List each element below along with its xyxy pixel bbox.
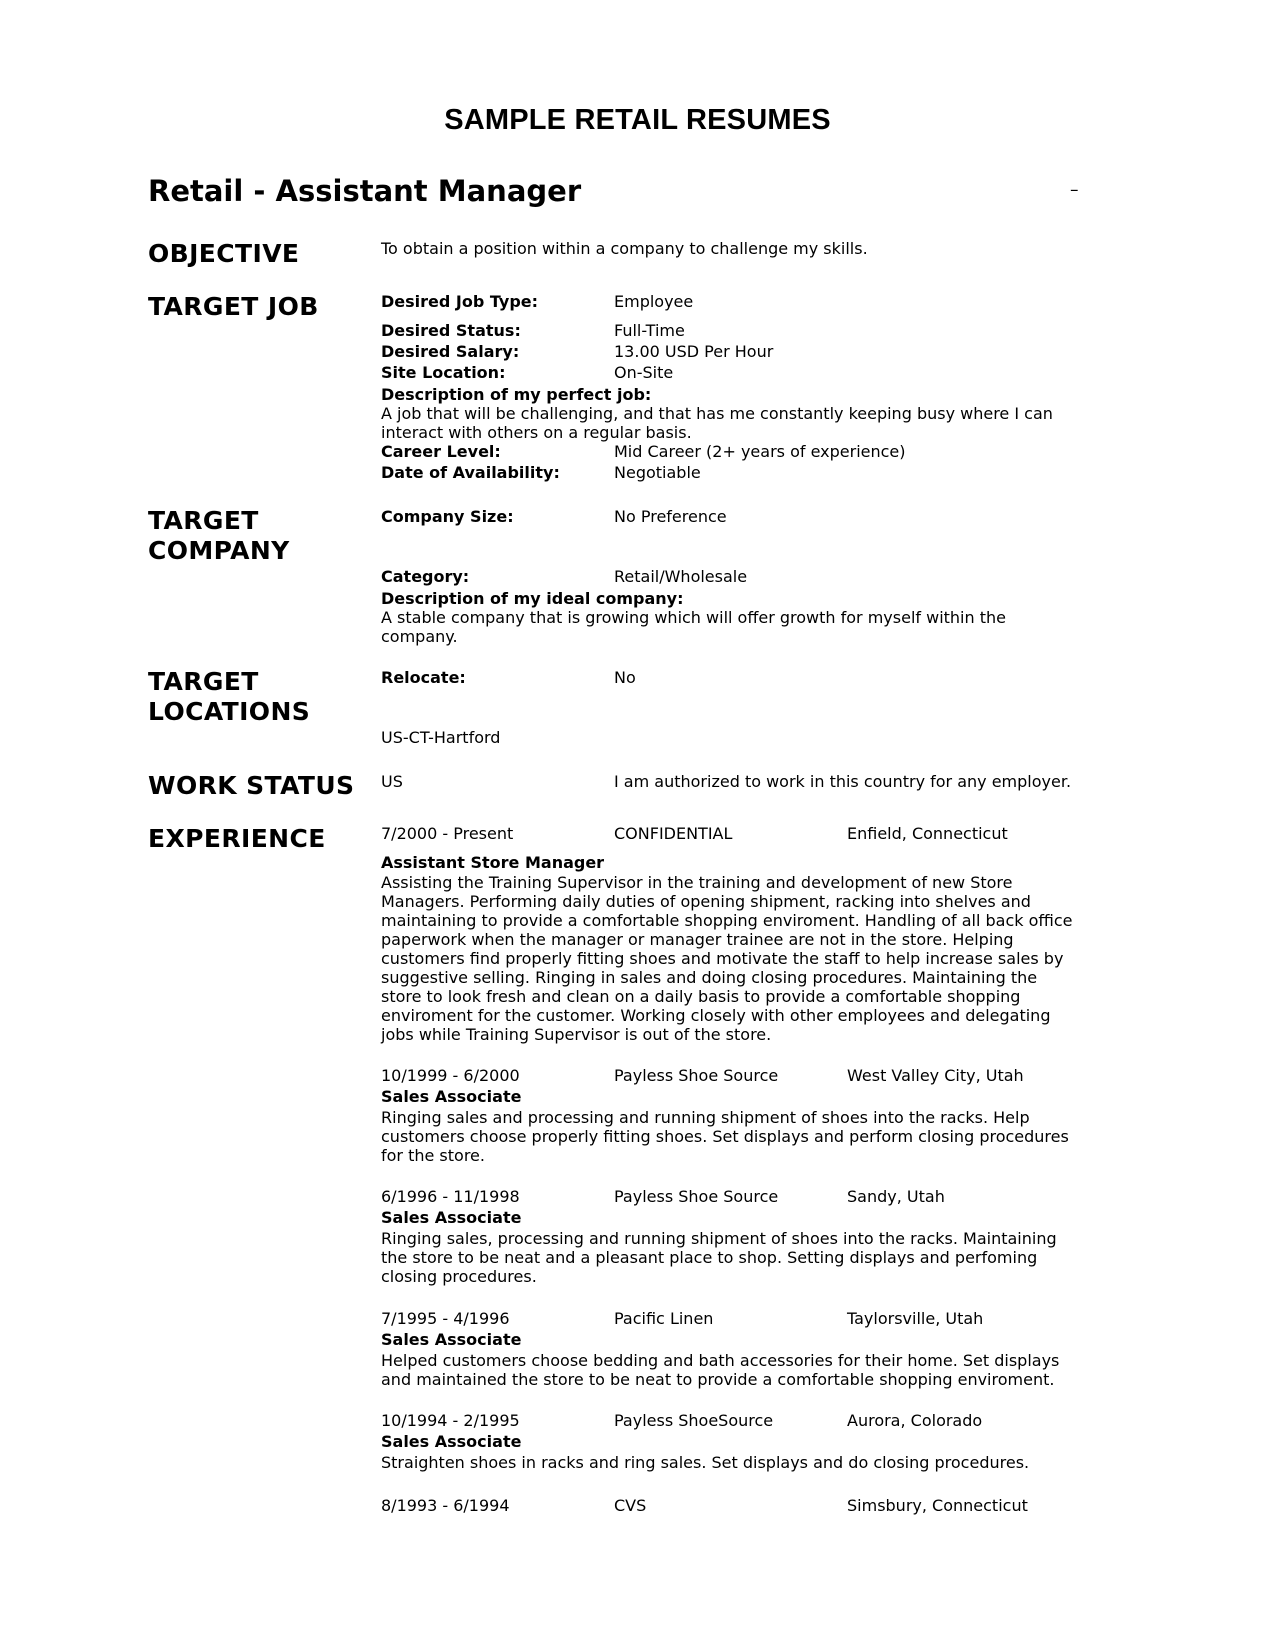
job-dates: 8/1993 - 6/1994 bbox=[381, 1496, 510, 1515]
job-location: West Valley City, Utah bbox=[847, 1066, 1024, 1085]
career-level-value: Mid Career (2+ years of experience) bbox=[614, 442, 906, 461]
site-location-label: Site Location: bbox=[381, 363, 506, 382]
job-title: Sales Associate bbox=[381, 1208, 522, 1227]
section-heading-work-status: WORK STATUS bbox=[148, 771, 355, 800]
job-dates: 6/1996 - 11/1998 bbox=[381, 1187, 520, 1206]
objective-text: To obtain a position within a company to challenge my skills. bbox=[381, 239, 868, 258]
job-title: Sales Associate bbox=[381, 1087, 522, 1106]
job-title: Sales Associate bbox=[381, 1432, 522, 1451]
company-size-label: Company Size: bbox=[381, 507, 514, 526]
section-heading-target-locations bbox=[148, 667, 310, 727]
document-title: SAMPLE RETAIL RESUMES bbox=[444, 104, 831, 136]
job-description: Ringing sales, processing and running shipment of shoes into the racks. Maintaining the store to be neat and a pleasant place to shop. Setting displays and perfoming closing procedures. bbox=[381, 1229, 1057, 1286]
perfect-job-label: Description of my perfect job: bbox=[381, 385, 652, 404]
ideal-company-line-2: company. bbox=[381, 627, 458, 646]
career-level-label: Career Level: bbox=[381, 442, 501, 461]
job-description: Helped customers choose bedding and bath accessories for their home. Set displays and maintained the store to be neat to provide a comfortable shopping enviroment. bbox=[381, 1351, 1060, 1389]
job-location: Simsbury, Connecticut bbox=[847, 1496, 1028, 1515]
job-title: Assistant Store Manager bbox=[381, 853, 605, 872]
job-company: Pacific Linen bbox=[614, 1309, 714, 1328]
relocate-value: No bbox=[614, 668, 636, 687]
job-location: Taylorsville, Utah bbox=[847, 1309, 984, 1328]
job-company: Payless ShoeSource bbox=[614, 1411, 774, 1430]
desired-salary-value: 13.00 USD Per Hour bbox=[614, 342, 774, 361]
category-label: Category: bbox=[381, 567, 470, 586]
desired-status-value: Full-Time bbox=[614, 321, 685, 340]
desired-job-type-value: Employee bbox=[614, 292, 694, 311]
job-dates: 7/2000 - Present bbox=[381, 824, 514, 843]
heading-line: TARGET bbox=[148, 506, 259, 535]
target-location: US-CT-Hartford bbox=[381, 728, 501, 747]
job-location: Enfield, Connecticut bbox=[847, 824, 1008, 843]
job-location: Sandy, Utah bbox=[847, 1187, 945, 1206]
ideal-company-label: Description of my ideal company: bbox=[381, 589, 684, 608]
job-description: Straighten shoes in racks and ring sales. Set displays and do closing procedures. bbox=[381, 1453, 1030, 1472]
heading-line: LOCATIONS bbox=[148, 697, 311, 726]
desired-salary-label: Desired Salary: bbox=[381, 342, 520, 361]
job-description: Ringing sales and processing and running shipment of shoes into the racks. Help customers choose properly fitting shoes. Set displays and perform closing procedures for the store. bbox=[381, 1108, 1069, 1165]
perfect-job-line-1: A job that will be challenging, and that has me constantly keeping busy where I can bbox=[381, 404, 1053, 423]
job-description: Assisting the Training Supervisor in the training and development of new Store Managers. Performing daily duties of opening shipment, racking into shelves and maintaining to provide a comfortable shopping enviroment. Handling of all back office paperwork when the manager or manager trainee are not in the store. Helping customers find properly fitting shoes and motivate the staff to help increase sales by suggestive selling. Ringing in sales and doing closing procedures. Maintaining the store to look fresh and clean on a daily basis to provide a comfortable shopping enviroment for the customer. Working closely with other employees and delegating jobs while Training Supervisor is out of the store. bbox=[381, 873, 1073, 1044]
job-dates: 10/1994 - 2/1995 bbox=[381, 1411, 520, 1430]
section-heading-target-company bbox=[148, 506, 290, 566]
ideal-company-line-1: A stable company that is growing which will offer growth for myself within the bbox=[381, 608, 1006, 627]
resume-title: Retail - Assistant Manager bbox=[148, 174, 582, 208]
job-dates: 10/1999 - 6/2000 bbox=[381, 1066, 520, 1085]
desired-status-label: Desired Status: bbox=[381, 321, 521, 340]
job-dates: 7/1995 - 4/1996 bbox=[381, 1309, 510, 1328]
site-location-value: On-Site bbox=[614, 363, 674, 382]
job-company: CONFIDENTIAL bbox=[614, 824, 733, 843]
work-status-text: I am authorized to work in this country for any employer. bbox=[614, 772, 1072, 791]
section-heading-experience: EXPERIENCE bbox=[148, 824, 326, 853]
job-title: Sales Associate bbox=[381, 1330, 522, 1349]
desired-job-type-label: Desired Job Type: bbox=[381, 292, 539, 311]
job-company: Payless Shoe Source bbox=[614, 1066, 779, 1085]
perfect-job-line-2: interact with others on a regular basis. bbox=[381, 423, 692, 442]
work-status-country: US bbox=[381, 772, 403, 791]
section-heading-target-job: TARGET JOB bbox=[148, 292, 319, 321]
relocate-label: Relocate: bbox=[381, 668, 466, 687]
heading-line: COMPANY bbox=[148, 536, 290, 565]
job-company: Payless Shoe Source bbox=[614, 1187, 779, 1206]
availability-label: Date of Availability: bbox=[381, 463, 560, 482]
job-company: CVS bbox=[614, 1496, 647, 1515]
availability-value: Negotiable bbox=[614, 463, 701, 482]
section-heading-objective: OBJECTIVE bbox=[148, 239, 300, 268]
dash-mark: – bbox=[1070, 180, 1079, 200]
heading-line: TARGET bbox=[148, 667, 259, 696]
company-size-value: No Preference bbox=[614, 507, 727, 526]
job-location: Aurora, Colorado bbox=[847, 1411, 983, 1430]
category-value: Retail/Wholesale bbox=[614, 567, 748, 586]
